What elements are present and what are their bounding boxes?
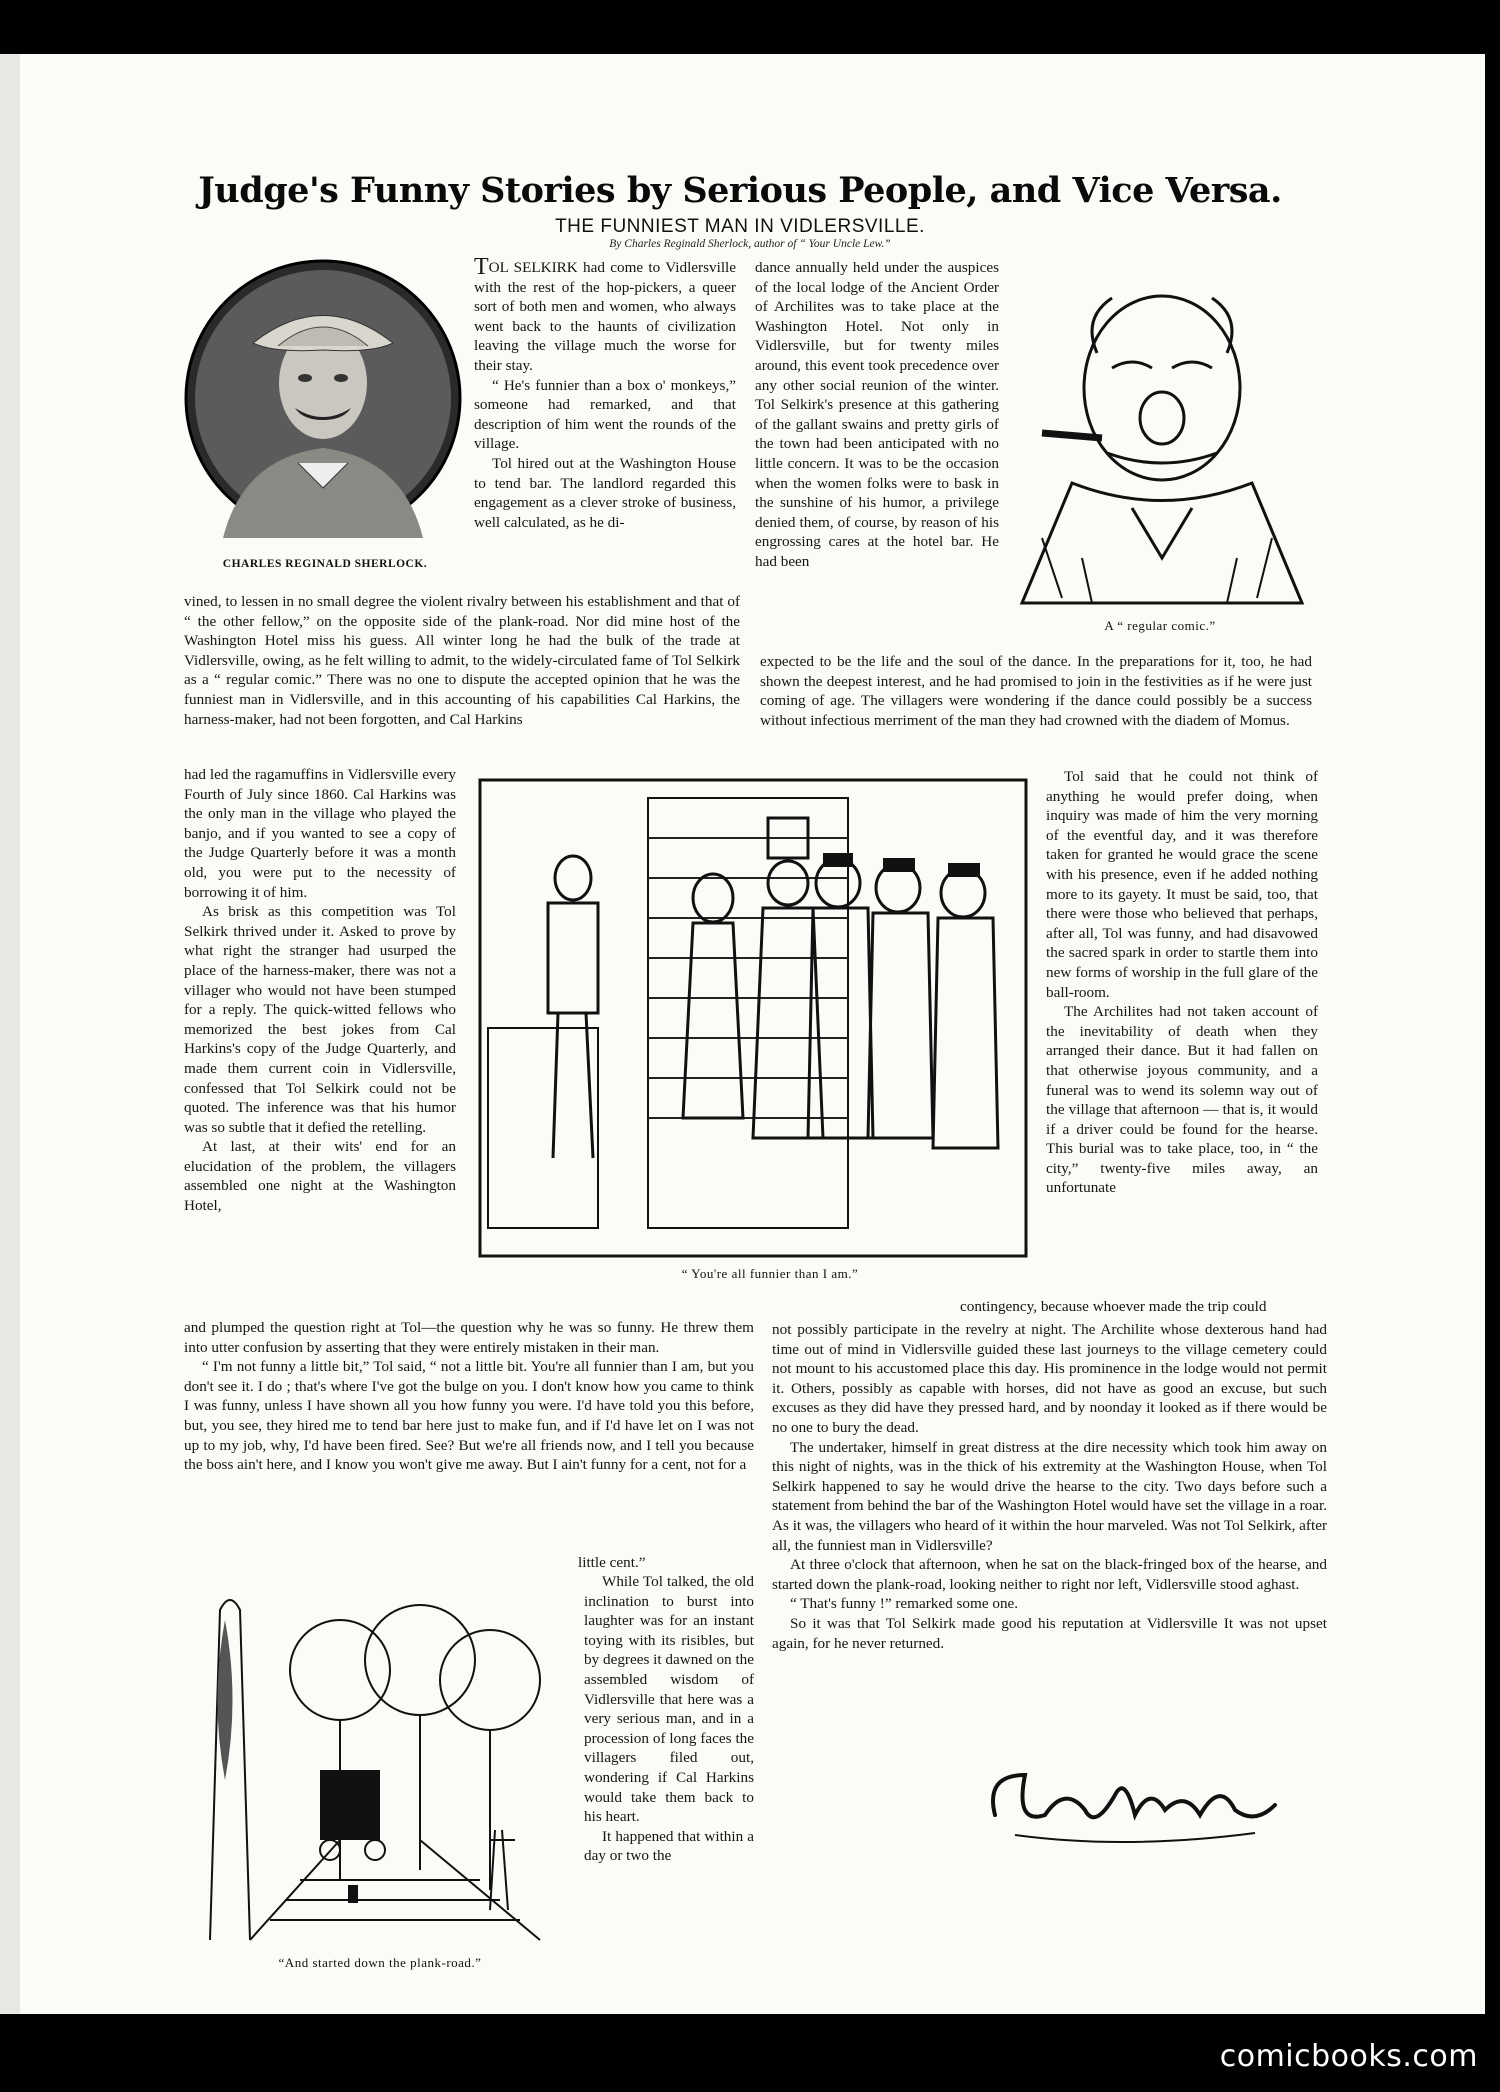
paragraph: As brisk as this competition was Tol Selkirk thrived under it. Asked to prove by what right the stranger had usurped the place of the harness-maker, there was not a villager who would not have been stumped for a reply. The quick-witted fellows who memorized the best jokes from Cal Harkins's copy of the Judge Quarterly, and made them current coin in Vidlersville, confessed that Tol Selkirk could not be quoted. The inference was that his humor was so subtle that it defied the retelling. xyxy=(184,903,456,1136)
paragraph: had led the ragamuffins in Vidlersville every Fourth of July since 1860. Cal Harkins was the only man in the village who played the banjo, and if you wanted to see a copy of the Judge Quarterly before it was a month old, you were put to the necessity of borrowing it of him. xyxy=(184,766,456,901)
byline: By Charles Reginald Sherlock, author of “ Your Uncle Lew.” xyxy=(609,238,891,250)
text-column xyxy=(760,652,1312,730)
text-column xyxy=(960,1297,1322,1317)
text-column xyxy=(184,765,456,1216)
portrait-illustration xyxy=(183,258,463,538)
plank-road-caption: “And started down the plank-road.” xyxy=(278,1955,482,1970)
paragraph: At three o'clock that afternoon, when he sat on the black-fringed box of the hearse, and started down the plank-road, looking neither to right nor left, Vidlersville stood aghast. xyxy=(772,1556,1327,1593)
paragraph: contingency, because whoever made the trip could xyxy=(960,1298,1267,1315)
paragraph: At last, at their wits' end for an elucidation of the problem, the villagers assembled one night at the Washington Hotel, xyxy=(184,1138,456,1215)
text-column xyxy=(584,1572,754,1866)
paragraph: not possibly participate in the revelry at night. The Archilite whose dexterous hand had time out of mind in Vidlersville guided these last journeys to the village cemetery could not mount to his accustomed place this day. His prominence in the lodge would not permit it. Others, possibly as capable with horses, did not have as good an excuse, but such excuses as they did have they pressed hard, and by noonday it looked as if there would be no one to bury the dead. xyxy=(772,1321,1327,1436)
paragraph: Tol hired out at the Washington House to tend bar. The landlord regarded this engagement as a clever stroke of business, well calculated, as he di- xyxy=(474,454,736,531)
text-column xyxy=(1046,767,1318,1198)
paragraph: Tol said that he could not think of anything he would prefer doing, when inquiry was made of him the very morning of the eventful day, and it was therefore taken for granted he would grace the scene with his presence, even if he added nothing more to its gayety. It must be said, too, that there were those who believed that perhaps, after all, Tol was funny, and had disavowed the sacred spark in order to startle them into new forms of worship in the full glare of the ball-room. xyxy=(1046,768,1318,1001)
paragraph: It happened that within a day or two the xyxy=(584,1827,754,1865)
paragraph: “ I'm not funny a little bit,” Tol said, “ not a little bit. You're all funnier than I am, but you don't see it. I do ; that's where I've got the bulge on you. I don't know how you came to think I was funny, unless I have shown all you how funny you were. I'd have told you this before, but, you see, they hired me to tend bar here just to make fun, and if I'd have let on I was not up to my job, why, I'd have been fired. See? But we're all friends now, and I tell you because the boss ain't here, and I know you won't give me away. But I ain't funny for a cent, not for a xyxy=(184,1358,754,1474)
paragraph: So it was that Tol Selkirk made good his reputation at Vidlersville It was not upset again, for he never returned. xyxy=(772,1614,1327,1652)
plank-road-illustration xyxy=(190,1580,560,1950)
paragraph: OL SELKIRK had come to Vidlersville with the rest of the hop-pickers, a queer sort of both men and women, who always went back to the haunts of civilization leaving the village much the worse for their stay. xyxy=(474,259,736,374)
text-column xyxy=(755,258,999,572)
paragraph: The Archilites had not taken account of the inevitability of death when they arranged their dance. But it had fallen on that otherwise joyous community, and a funeral was to wend its solemn way out of the village that afternoon — that is, it would if a driver could be found for the hearse. This burial was to take place, too, in “ the city,” twenty-five miles away, an unfortunate xyxy=(1046,1003,1318,1197)
text-column xyxy=(474,254,736,532)
regular-comic-illustration xyxy=(1012,258,1312,610)
paragraph: “ That's funny !” remarked some one. xyxy=(790,1595,1019,1613)
text-column xyxy=(578,1553,754,1573)
drop-cap: T xyxy=(474,254,489,280)
paragraph: expected to be the life and the soul of the dance. In the preparations for it, too, he had shown the deepest interest, and he had promised to join in the festivities as if he were just coming of age. The villagers were wondering if the dance could possibly be a success without infectious merriment of the man they had crowned with the diadem of Momus. xyxy=(760,653,1312,729)
paragraph: vined, to lessen in no small degree the violent rivalry between his establishment and that of “ the other fellow,” on the opposite side of the plank-road. Nor did mine host of the Washington Hotel miss his guess. All winter long he had the bulk of the trade at Vidlersville, owing, as he felt willing to admit, to the widely-circulated fame of Tol Selkirk as a “ regular comic.” There was no one to dispute the accepted opinion that he was the funniest man in Vidlersville, and in this accounting of his capabilities Cal Harkins, the harness-maker, had not been forgotten, and Cal Harkins xyxy=(184,593,740,728)
text-column xyxy=(184,592,740,729)
subhead: THE FUNNIEST MAN IN VIDLERSVILLE. xyxy=(555,216,925,237)
bar-scene-illustration xyxy=(478,778,1028,1258)
signature-scrawl xyxy=(975,1755,1285,1855)
paragraph: and plumped the question right at Tol—the question why he was so funny. He threw them into utter confusion by asserting that they were entirely mistaken in their man. xyxy=(184,1319,754,1356)
funnier-caption: “ You're all funnier than I am.” xyxy=(681,1266,859,1281)
paragraph: dance annually held under the auspices of the local lodge of the Ancient Order of Archilites was to take place at the Washington Hotel. Not only in Vidlersville, but for twenty miles around, this event took precedence over any other social reunion of the winter. Tol Selkirk's presence at this gathering of the gallant swains and pretty girls of the town had been anticipated with no little concern. It was to be the occasion when the women folks were to bask in the sunshine of his humor, a privilege denied them, of course, by reason of his engrossing cares at the hotel bar. He had been xyxy=(755,259,999,570)
paragraph: While Tol talked, the old inclination to burst into laughter was for an instant toying with its risibles, but by degrees it dawned on the assembled wisdom of Vidlersville that here was a very serious man, and in a procession of long faces the villagers filed out, wondering if Cal Harkins would take them back to his heart. xyxy=(584,1573,754,1826)
paragraph: little cent.” xyxy=(578,1554,646,1571)
text-column xyxy=(184,1318,754,1475)
regular-comic-caption: A “ regular comic.” xyxy=(1104,618,1216,633)
headline: Judge's Funny Stories by Serious People, and Vice Versa. xyxy=(198,170,1282,211)
text-column xyxy=(772,1320,1327,1653)
paragraph: The undertaker, himself in great distress at the dire necessity which took him away on this night of nights, was in the thick of his extremity at the Washington House, when Tol Selkirk happened to say he would drive the hearse to the city. Two days before such a statement from behind the bar of the Washington Hotel would have set the village in a roar. As it was, the villagers who heard of it within the hour marveled. Was not Tol Selkirk, after all, the funniest man in Vidlersville? xyxy=(772,1438,1327,1554)
watermark: comicbooks.com xyxy=(1219,2039,1478,2074)
paragraph: “ He's funnier than a box o' monkeys,” someone had remarked, and that description of him went the rounds of the village. xyxy=(474,376,736,453)
portrait-caption: CHARLES REGINALD SHERLOCK. xyxy=(222,558,428,570)
binding-edge xyxy=(0,54,22,2014)
